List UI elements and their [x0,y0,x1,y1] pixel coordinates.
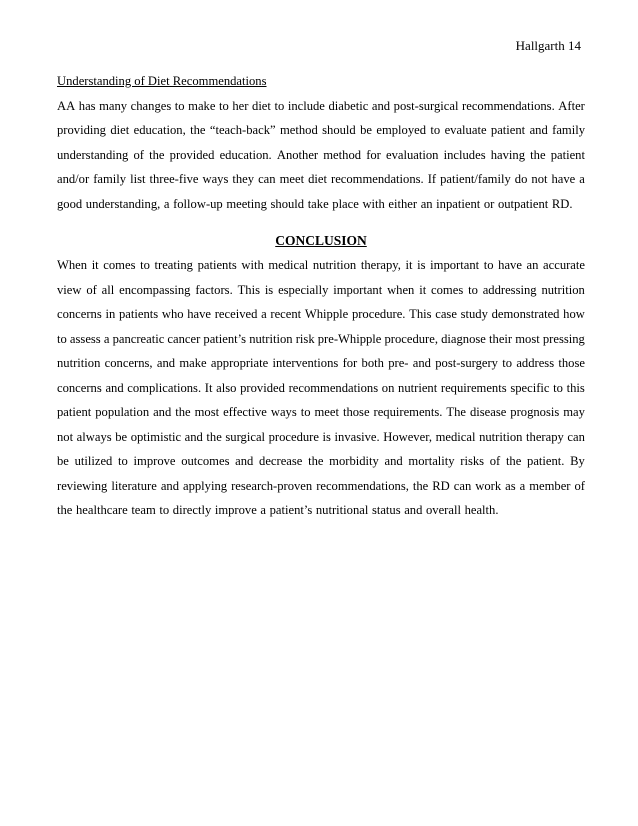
document-body [57,69,585,523]
word: outcomes [181,454,230,468]
word: to [140,258,150,272]
word: to [219,98,229,113]
word: their [489,331,513,346]
word: and [412,356,431,370]
word: The [446,405,466,419]
word: healthcare [75,503,128,517]
word: the [530,147,546,162]
word: a [519,478,526,493]
word: should [322,123,356,137]
word: take [307,196,329,211]
word: requirements [440,380,507,395]
word: diabetic [328,98,369,113]
word: pressing [542,331,585,346]
word: and [184,429,203,444]
word: cancer [167,331,201,346]
word: comes [103,258,136,272]
word: post-surgery [435,356,498,370]
word: After [558,98,585,113]
word: address [516,356,555,370]
word: medical [268,258,309,272]
word: This [409,307,432,321]
word: overall [426,503,461,517]
word: addressing [482,282,537,297]
word: interventions [272,356,339,370]
word: procedure, [384,331,438,346]
word: nutrition [249,331,293,346]
word: demonstrated [491,307,560,321]
word: it [419,282,427,297]
paragraph-line [57,351,585,376]
word: directly [172,503,212,517]
word: to [300,405,311,419]
paragraph-line [57,376,585,401]
word: nutrient [398,380,438,395]
word: is [417,258,426,272]
word: the [308,454,324,468]
word: specific [510,380,550,395]
word: recommendations. [331,172,424,186]
word: pre- [388,356,409,370]
word: especially [278,282,329,297]
word: the [412,478,429,493]
word: patient [57,405,92,419]
word: the [505,454,522,468]
word: medical [435,429,476,444]
word: good [57,196,83,211]
paragraph-line [57,118,585,143]
word: follow-up [173,196,223,211]
word: complications. [127,380,202,395]
word: recent [270,307,302,321]
word: all [101,282,115,297]
word: do [514,172,528,186]
word: the [190,123,206,137]
word: may [563,405,585,419]
word: be [115,429,128,444]
word: encompassing [119,282,191,297]
word: “teach-back” [209,123,276,137]
word: the [206,429,222,444]
word: this [566,380,585,395]
word: who [161,307,184,321]
word: post-surgical [393,98,459,113]
paragraph-line [57,327,585,352]
word: how [563,307,585,321]
word: nutrition [312,258,357,272]
word: the [149,147,165,162]
word: on [381,380,395,395]
word: outpatient [497,196,549,211]
word: an [420,196,433,211]
word: having [490,147,526,162]
word: RD [432,478,450,493]
word: in [105,307,116,321]
word: most [194,405,220,419]
word: of [574,478,585,493]
word: invasive. [334,429,380,444]
word: should [270,196,305,211]
word: patient [490,123,526,137]
word: utilized [74,454,113,468]
paragraph-line [57,253,585,278]
word: research-proven [231,478,313,493]
word: patients [118,307,159,321]
word: three-five [149,172,199,186]
word: reviewing [57,478,108,493]
word: diet [308,172,327,186]
word: morbidity [329,454,379,468]
word: and [371,98,391,113]
word: assess [69,331,101,346]
word: work [475,478,502,493]
word: list [130,172,146,186]
word: the [57,503,73,517]
word: recommendations. [462,98,555,113]
word: mortality [408,454,455,468]
word: factors. [195,282,233,297]
word: and [404,503,423,517]
word: as [505,478,516,493]
word: case [435,307,457,321]
word: be [360,123,372,137]
word: meeting [226,196,267,211]
word: However, [383,429,433,444]
word: of [133,147,144,162]
word: diet [110,123,130,137]
word: to [553,380,563,395]
word: ways [202,172,229,186]
word: her [232,98,249,113]
word: can [567,429,585,444]
word: many [99,98,128,113]
paragraph-line [57,302,585,327]
word: By [570,454,585,468]
word: disease [469,405,507,419]
word: of [489,454,501,468]
word: treating [154,258,193,272]
word: always [76,429,112,444]
word: accurate [543,258,585,272]
word: not [531,172,548,186]
word: inpatient [436,196,481,211]
word: have [187,307,212,321]
word: a [261,307,267,321]
word: AA [57,98,76,113]
word: optimistic [130,429,182,444]
word: family [93,172,127,186]
paragraph-line [57,278,585,303]
word: improve [214,503,257,517]
paragraph-line [57,425,585,450]
word: health. [464,503,499,517]
word: education, [133,123,186,137]
word: When [57,258,88,272]
word: and [153,405,172,419]
word: understanding, [85,196,161,211]
word: a [260,503,267,517]
word: for [342,356,358,370]
word: both [361,356,384,370]
word: important [333,282,383,297]
word: either [388,196,418,211]
word: is [264,282,274,297]
word: pancreatic [112,331,165,346]
word: view [57,282,82,297]
word: and/or [57,172,90,186]
word: meet [279,172,305,186]
word: to [468,282,478,297]
word: a [103,331,110,346]
word: changes [130,98,172,113]
word: provided [169,147,215,162]
word: important [430,258,480,272]
word: includes [443,147,486,162]
paragraph-line [57,143,585,168]
word: provided [240,380,285,395]
word: and [105,380,124,395]
word: and [156,356,176,370]
word: a [163,196,170,211]
word: appropriate [210,356,269,370]
word: therapy [526,429,564,444]
word: member [529,478,571,493]
word: it [91,258,99,272]
word: it [405,258,413,272]
word: population [95,405,150,419]
word: diagnose [441,331,486,346]
word: and [384,454,403,468]
word: to [159,503,170,517]
word: RD. [551,196,573,211]
word: received [214,307,258,321]
word: nutrition [541,282,585,297]
word: is [322,429,331,444]
word: decrease [259,454,303,468]
word: when [387,282,415,297]
word: patients [197,258,237,272]
word: can [453,478,472,493]
word: employed [376,123,427,137]
word: evaluate [444,123,487,137]
word: concerns [57,380,102,395]
conclusion-heading: CONCLUSION [275,233,367,248]
paragraph-line [57,474,585,499]
word: understanding [57,147,129,162]
word: family [552,123,585,137]
word: a [579,172,585,186]
word: and [235,454,254,468]
word: with [241,258,264,272]
running-header: Hallgarth 14 [515,38,581,53]
word: an [526,258,539,272]
word: can [258,172,276,186]
word: to [502,356,513,370]
word: has [78,98,96,113]
word: recommendations, [316,478,409,493]
word: comes [431,282,464,297]
word: If [427,172,437,186]
word: also [216,380,237,395]
word: procedure [268,429,319,444]
word: they [232,172,255,186]
word: for [366,147,381,162]
word: patient [550,147,585,162]
word: to [118,454,128,468]
word: This [237,282,260,297]
word: and [529,123,548,137]
word: to [274,98,285,113]
paragraph-line [57,167,585,192]
word: and [160,478,179,493]
word: concerns [57,307,102,321]
word: prognosis [510,405,560,419]
word: or [483,196,495,211]
section-paragraph [57,94,585,217]
word: place [332,196,359,211]
word: study [460,307,488,321]
word: status [371,503,401,517]
paragraph-line [57,498,585,523]
word: most [515,331,540,346]
word: with [362,196,385,211]
word: method [279,123,318,137]
word: education. [219,147,272,162]
word: the [175,405,191,419]
word: of [86,282,97,297]
word: those [558,356,585,370]
word: patient’s [269,503,313,517]
word: recommendations [288,380,379,395]
paragraph-line [57,449,585,474]
word: method [323,147,362,162]
conclusion-paragraph [57,253,585,523]
paragraph-line [57,400,585,425]
word: concerns, [104,356,153,370]
paragraph-line [57,94,585,119]
word: meet [314,405,339,419]
word: improve [133,454,176,468]
word: procedure. [351,307,406,321]
word: nutritional [315,503,369,517]
section-subheading: Understanding of Diet Recommendations [57,74,267,88]
word: team [131,503,156,517]
paragraph-line [57,192,585,217]
word: ways [270,405,297,419]
word: make [188,98,216,113]
word: literature [111,478,157,493]
word: surgical [225,429,266,444]
word: pre-Whipple [317,331,382,346]
word: effective [223,405,267,419]
word: patient/family [440,172,511,186]
word: Another [276,147,319,162]
word: Whipple [304,307,349,321]
word: risks [460,454,485,468]
word: those [342,405,370,419]
word: patient’s [203,331,247,346]
word: risk [295,331,315,346]
word: have [498,258,522,272]
word: patient. [527,454,565,468]
word: nutrition [57,356,101,370]
word: nutrition [479,429,523,444]
word: not [57,429,74,444]
word: have [551,172,576,186]
word: include [287,98,325,113]
word: evaluation [386,147,439,162]
word: It [204,380,213,395]
word: to [430,123,441,137]
word: be [57,454,69,468]
word: providing [57,123,106,137]
word: to [174,98,185,113]
word: to [483,258,494,272]
word: requirements. [373,405,443,419]
word: applying [183,478,228,493]
word: to [57,331,67,346]
word: therapy, [360,258,401,272]
word: diet [252,98,271,113]
word: make [179,356,207,370]
